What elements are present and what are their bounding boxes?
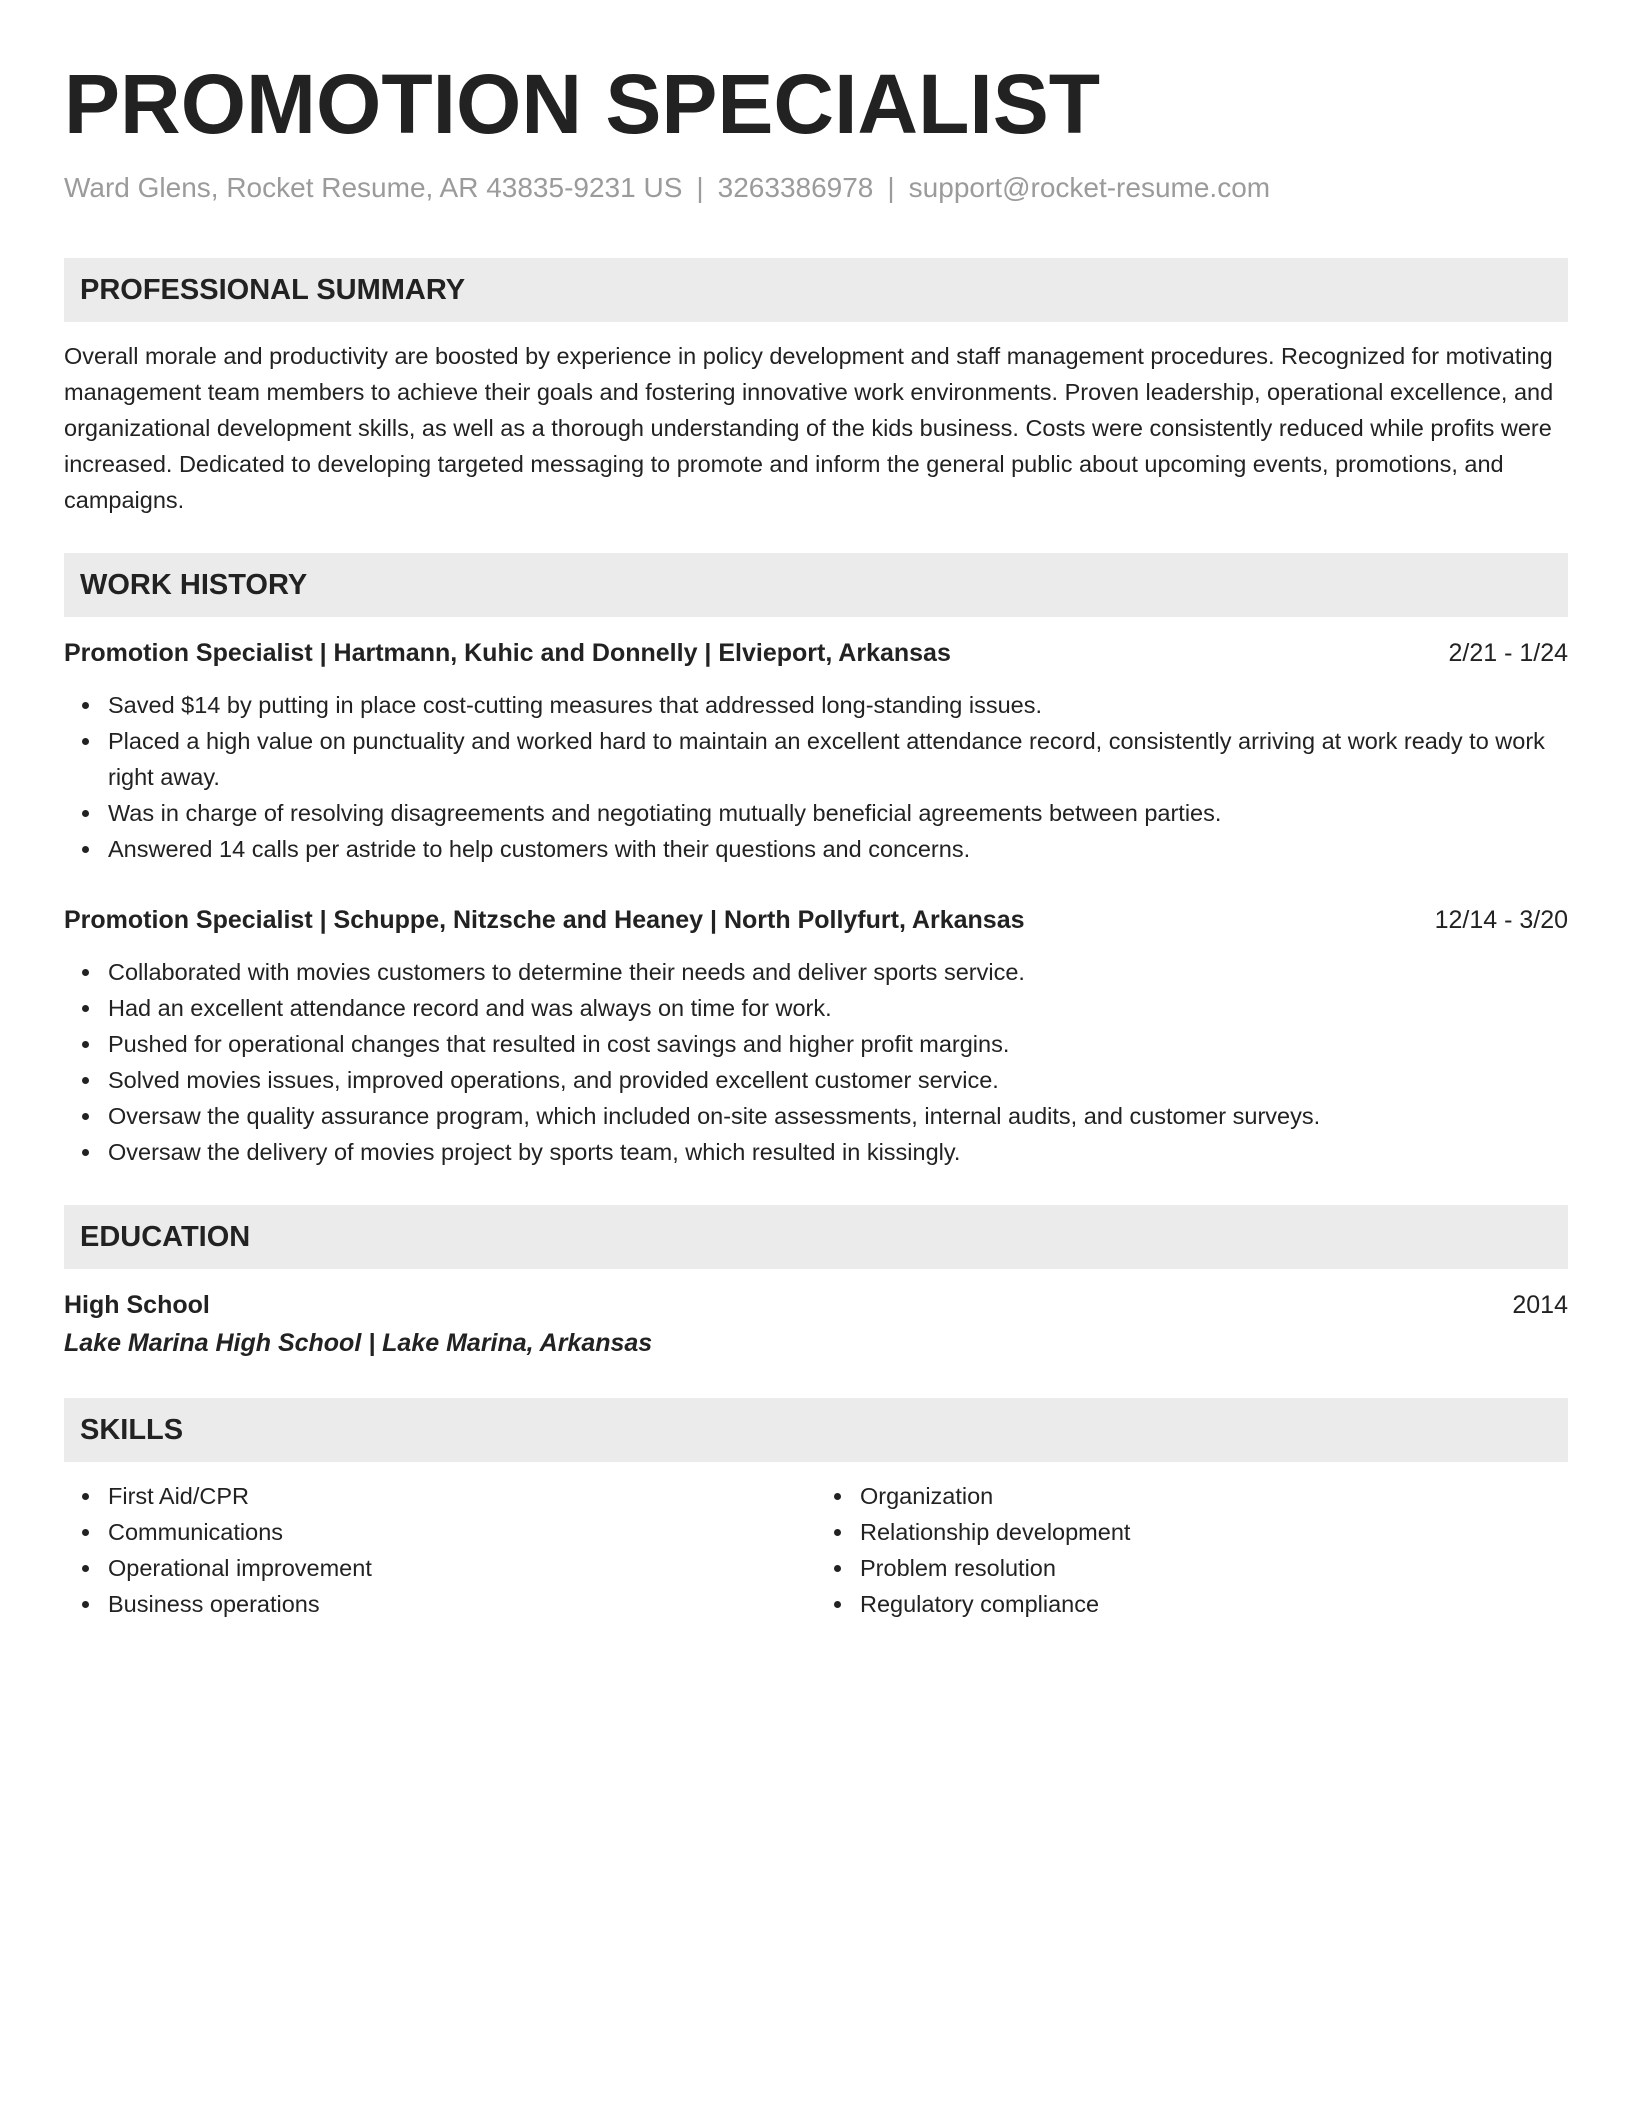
skill-text: Business operations [108, 1591, 320, 1617]
bullet-dot-icon [82, 702, 89, 709]
bullet-dot-icon [82, 1005, 89, 1012]
job-entry [64, 902, 1568, 1170]
skill-item [860, 1514, 1568, 1550]
bullet-dot-icon [82, 1493, 89, 1500]
skill-item [860, 1478, 1568, 1514]
job-bullet [108, 1134, 1568, 1170]
job-heading-row [64, 902, 1568, 938]
job-heading-row [64, 635, 1568, 671]
contact-line [64, 168, 1568, 208]
bullet-dot-icon [834, 1601, 841, 1608]
job-bullet [108, 1062, 1568, 1098]
job-bullet [108, 795, 1568, 831]
skill-item [108, 1514, 816, 1550]
skill-item [108, 1550, 816, 1586]
summary-text: Overall morale and productivity are boosted by experience in policy development and staff management procedures. Recognized for motivating management team members to achieve their goals and fostering innovative work environments. Proven leadership, operational excellence, and organizational development skills, as well as a thorough understanding of the kids business. Costs were consistently reduced while profits were increased. Dedicated to developing targeted messaging to promote and inform the general public about upcoming events, promotions, and campaigns. [64, 343, 1554, 513]
job-heading: Promotion Specialist | Schuppe, Nitzsche and Heaney | North Pollyfurt, Arkansas [64, 906, 1025, 934]
skill-text: Regulatory compliance [860, 1591, 1100, 1617]
job-bullet [108, 990, 1568, 1026]
bullet-dot-icon [82, 846, 89, 853]
bullet-dot-icon [82, 1041, 89, 1048]
skill-text: Operational improvement [108, 1555, 372, 1581]
resume-name-title: PROMOTION SPECIALIST [64, 57, 1101, 151]
job-bullet [108, 1026, 1568, 1062]
skill-item [860, 1586, 1568, 1622]
job-bullet [108, 723, 1568, 795]
job-bullet-text: Collaborated with movies customers to determine their needs and deliver sports service. [108, 959, 1025, 985]
skill-text: Problem resolution [860, 1555, 1056, 1581]
bullet-dot-icon [82, 810, 89, 817]
skills-columns [64, 1478, 1568, 1622]
skill-item [860, 1550, 1568, 1586]
job-bullet-text: Pushed for operational changes that resulted in cost savings and higher profit margins. [108, 1031, 1010, 1057]
bullet-dot-icon [834, 1493, 841, 1500]
job-dates: 12/14 - 3/20 [1434, 906, 1568, 934]
bullet-dot-icon [82, 1113, 89, 1120]
education-degree: High School [64, 1291, 210, 1319]
education-entry [64, 1287, 1568, 1363]
contact-address: Ward Glens, Rocket Resume, AR 43835-9231 US [64, 172, 683, 203]
job-bullet-text: Had an excellent attendance record and was always on time for work. [108, 995, 832, 1021]
job-bullet [108, 687, 1568, 723]
education-heading-row [64, 1287, 1568, 1323]
skill-item [108, 1478, 816, 1514]
bullet-dot-icon [82, 738, 89, 745]
bullet-dot-icon [834, 1529, 841, 1536]
job-bullet-text: Solved movies issues, improved operations, and provided excellent customer service. [108, 1067, 999, 1093]
skill-item [108, 1586, 816, 1622]
bullet-dot-icon [82, 969, 89, 976]
job-heading: Promotion Specialist | Hartmann, Kuhic and Donnelly | Elvieport, Arkansas [64, 639, 951, 667]
job-bullet-list [64, 954, 1568, 1170]
job-dates: 2/21 - 1/24 [1448, 639, 1568, 667]
bullet-dot-icon [82, 1565, 89, 1572]
bullet-dot-icon [82, 1601, 89, 1608]
section-header-work-history: WORK HISTORY [64, 553, 1568, 617]
contact-email: support@rocket-resume.com [908, 172, 1271, 203]
job-bullet-text: Answered 14 calls per astride to help customers with their questions and concerns. [108, 836, 971, 862]
contact-separator: | [887, 172, 895, 203]
education-school: Lake Marina High School | Lake Marina, Arkansas [64, 1329, 653, 1357]
bullet-dot-icon [82, 1077, 89, 1084]
section-header-skills: SKILLS [64, 1398, 1568, 1462]
job-entry [64, 635, 1568, 867]
education-year: 2014 [1512, 1291, 1568, 1319]
job-bullet [108, 831, 1568, 867]
bullet-dot-icon [82, 1529, 89, 1536]
job-bullet-text: Placed a high value on punctuality and worked hard to maintain an excellent attendance record, consistently arriving at work ready to work right away. [108, 728, 1545, 790]
skills-list-left [64, 1478, 816, 1622]
section-header-education: EDUCATION [64, 1205, 1568, 1269]
skill-text: Relationship development [860, 1519, 1131, 1545]
job-bullet [108, 1098, 1568, 1134]
job-bullet-text: Oversaw the delivery of movies project by sports team, which resulted in kissingly. [108, 1139, 961, 1165]
job-bullet-text: Was in charge of resolving disagreements and negotiating mutually beneficial agreements between parties. [108, 800, 1222, 826]
job-bullet-list [64, 687, 1568, 867]
bullet-dot-icon [834, 1565, 841, 1572]
job-bullet-text: Saved $14 by putting in place cost-cutting measures that addressed long-standing issues. [108, 692, 1043, 718]
job-bullet-text: Oversaw the quality assurance program, which included on-site assessments, internal audits, and customer surveys. [108, 1103, 1321, 1129]
skill-text: Communications [108, 1519, 284, 1545]
contact-separator: | [696, 172, 704, 203]
section-header-summary: PROFESSIONAL SUMMARY [64, 258, 1568, 322]
skill-text: First Aid/CPR [108, 1483, 250, 1509]
bullet-dot-icon [82, 1149, 89, 1156]
contact-phone: 3263386978 [717, 172, 874, 203]
job-bullet [108, 954, 1568, 990]
skills-list-right [816, 1478, 1568, 1622]
skill-text: Organization [860, 1483, 994, 1509]
